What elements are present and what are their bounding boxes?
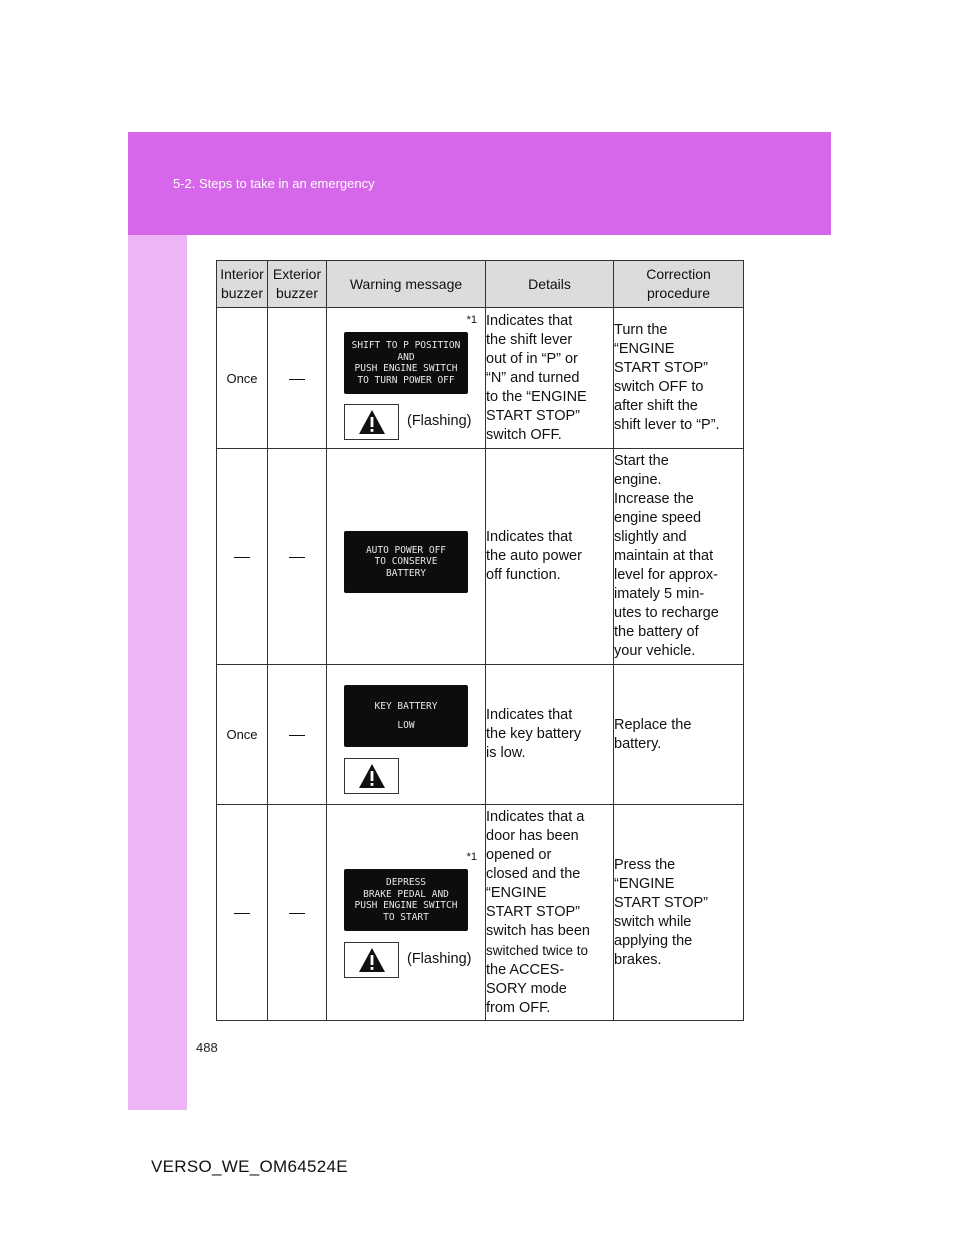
display-line: TO START [383, 911, 429, 923]
header-interior-line2: buzzer [220, 285, 264, 301]
dash-mark [289, 557, 305, 558]
exterior-buzzer-cell [268, 665, 327, 805]
details-line: to the “ENGINE [486, 388, 587, 405]
interior-buzzer-cell [217, 805, 268, 1021]
details-line: switch OFF. [486, 426, 562, 443]
correction-line: brakes. [614, 951, 662, 968]
section-title: 5-2. Steps to take in an emergency [173, 176, 375, 191]
flashing-label: (Flashing) [407, 413, 472, 429]
details-line: START STOP” [486, 903, 581, 920]
correction-line: slightly and [614, 529, 687, 545]
details-cell [486, 449, 614, 665]
display-line: SHIFT TO P POSITION [351, 340, 461, 351]
details-line: opened or [486, 846, 552, 863]
details-cell [486, 308, 614, 449]
footnote-mark: *1 [466, 851, 477, 863]
display-screen [344, 531, 468, 593]
interior-buzzer-cell: Once [217, 665, 268, 805]
header-warning-message: Warning message [327, 261, 486, 308]
warning-triangle-icon [357, 408, 387, 436]
table-row [217, 308, 744, 449]
display-screen [344, 332, 468, 394]
correction-cell [614, 665, 744, 805]
details-line: door has been [486, 827, 579, 844]
correction-cell [614, 308, 744, 449]
dash-mark [289, 379, 305, 380]
correction-line: maintain at that [614, 548, 714, 564]
display-line: BATTERY [385, 567, 427, 579]
correction-line: your vehicle. [614, 643, 696, 659]
warning-message-cell [327, 665, 486, 805]
correction-line: Increase the [614, 491, 694, 507]
dash-mark [289, 735, 305, 736]
details-line: START STOP” [486, 407, 581, 424]
correction-line: battery. [614, 735, 662, 752]
header-correction-line1: Correction [646, 266, 711, 282]
warning-message-cell [327, 805, 486, 1021]
correction-line: the battery of [614, 624, 699, 640]
table-header-row [217, 261, 744, 308]
page-number: 488 [196, 1040, 218, 1055]
details-line: switched twice to [486, 942, 589, 958]
correction-line: Start the [614, 453, 669, 469]
details-line: “ENGINE [486, 884, 547, 901]
details-line: SORY mode [486, 980, 567, 997]
warning-triangle-icon [357, 946, 387, 974]
correction-line: switch OFF to [614, 379, 704, 395]
details-line: Indicates that [486, 529, 573, 545]
correction-line: shift lever to “P”. [614, 417, 720, 433]
header-correction-line2: procedure [646, 285, 711, 301]
details-line: Indicates that [486, 312, 573, 329]
warning-triangle-box [344, 758, 399, 794]
interior-buzzer-cell [217, 449, 268, 665]
correction-line: Replace the [614, 716, 692, 733]
header-exterior-line2: buzzer [275, 285, 319, 301]
table-row [217, 449, 744, 665]
display-line: DEPRESS [385, 877, 427, 888]
details-line: switch has been [486, 922, 590, 939]
display-screen [344, 869, 468, 931]
interior-buzzer-cell: Once [217, 308, 268, 449]
display-line: TO CONSERVE [374, 556, 438, 568]
display-line: AUTO POWER OFF [365, 544, 447, 556]
warning-message-cell [327, 308, 486, 449]
display-line: PUSH ENGINE SWITCH [354, 900, 458, 911]
flashing-label: (Flashing) [407, 951, 472, 967]
details-line: off function. [486, 567, 561, 583]
warning-triangle-icon [357, 762, 387, 790]
warning-table [216, 260, 744, 1021]
details-line: is low. [486, 745, 526, 761]
display-line: TO TURN POWER OFF [357, 374, 455, 386]
document-code: VERSO_WE_OM64524E [151, 1157, 348, 1176]
dash-mark [234, 557, 250, 558]
details-cell [486, 805, 614, 1021]
warning-triangle-box [344, 404, 399, 440]
correction-line: engine speed [614, 510, 702, 526]
header-correction [614, 261, 744, 308]
display-screen [344, 685, 468, 747]
correction-cell [614, 449, 744, 665]
correction-line: switch while [614, 913, 692, 930]
header-interior-buzzer [217, 261, 268, 308]
correction-line: START STOP” [614, 894, 709, 911]
correction-line: engine. [614, 472, 662, 488]
display-line: LOW [397, 720, 415, 731]
details-line: from OFF. [486, 999, 551, 1016]
correction-line: Turn the [614, 322, 668, 338]
table-row [217, 665, 744, 805]
exterior-buzzer-cell [268, 805, 327, 1021]
correction-line: Press the [614, 856, 676, 873]
correction-line: applying the [614, 932, 693, 949]
warning-message-cell [327, 449, 486, 665]
details-line: Indicates that a [486, 808, 585, 825]
exterior-buzzer-cell [268, 308, 327, 449]
details-line: “N” and turned [486, 369, 580, 386]
header-exterior-buzzer [268, 261, 327, 308]
footnote-mark: *1 [466, 314, 477, 326]
correction-line: START STOP” [614, 360, 709, 376]
dash-mark [289, 913, 305, 914]
details-line: Indicates that [486, 707, 573, 723]
exterior-buzzer-cell [268, 449, 327, 665]
correction-line: “ENGINE [614, 341, 675, 357]
correction-line: imately 5 min- [614, 586, 705, 602]
details-line: the key battery [486, 726, 582, 742]
details-line: closed and the [486, 865, 581, 882]
display-line: KEY BATTERY [374, 700, 438, 712]
details-line: the auto power [486, 548, 582, 564]
warning-triangle-box [344, 942, 399, 978]
table-row [217, 805, 744, 1021]
correction-cell [614, 805, 744, 1021]
header-interior-line1: Interior [220, 266, 264, 282]
details-line: out of in “P” or [486, 350, 578, 367]
dash-mark [234, 913, 250, 914]
display-line: AND [397, 351, 415, 363]
header-details: Details [486, 261, 614, 308]
details-line: the ACCES- [486, 961, 565, 978]
correction-line: utes to recharge [614, 605, 719, 621]
correction-line: after shift the [614, 398, 698, 414]
display-line: BRAKE PEDAL AND [363, 888, 449, 900]
header-exterior-line1: Exterior [272, 266, 322, 282]
display-line: PUSH ENGINE SWITCH [354, 363, 458, 374]
side-strip [128, 235, 187, 1110]
correction-line: “ENGINE [614, 875, 675, 892]
correction-line: level for approx- [614, 567, 718, 583]
details-cell [486, 665, 614, 805]
details-line: the shift lever [486, 331, 573, 348]
